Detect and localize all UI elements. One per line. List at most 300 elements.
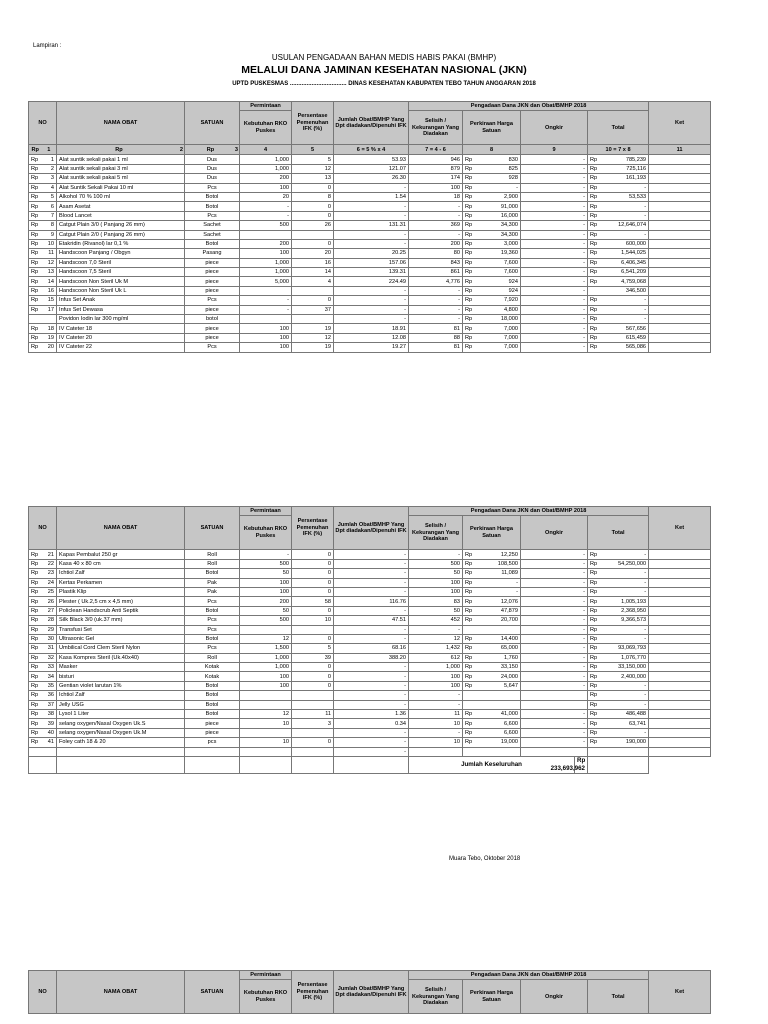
row-nama-obat [57, 747, 185, 756]
row-kebutuhan: 200 [240, 174, 292, 183]
row-total: Rp 12,646,074 [588, 221, 649, 230]
table-row [29, 164, 711, 173]
col-pengadaan: Pengadaan Dana JKN dan Obat/BMHP 2018 [409, 507, 649, 516]
row-no: 38 [42, 710, 57, 719]
row-no: 32 [42, 653, 57, 662]
document-title-3: UPTD PUSKESMAS .................................. DINAS KESEHATAN KABUPATEN TEBO TAHUN ANGGARAN 2018 [232, 81, 536, 87]
row-harga-rp: Rp [463, 550, 476, 559]
row-satuan [185, 747, 240, 756]
row-ongkir: - [521, 710, 588, 719]
row-ongkir: - [521, 343, 588, 352]
row-no: 30 [42, 634, 57, 643]
row-rp: Rp [29, 681, 42, 690]
row-harga-rp: Rp [463, 644, 476, 653]
row-rp: Rp [29, 324, 42, 333]
row-total: Rp 54,250,000 [588, 559, 649, 568]
row-rp: Rp [29, 286, 42, 295]
row-harga-rp: Rp [463, 728, 476, 737]
num-cell: Rp 2 [57, 145, 185, 155]
row-jumlah: - [334, 183, 409, 192]
row-ongkir: - [521, 164, 588, 173]
row-harga-rp: Rp [463, 315, 476, 324]
row-nama-obat: Catgut Plain 2/0 ( Panjang 26 mm) [57, 230, 185, 239]
table-row [29, 324, 711, 333]
row-ket [649, 738, 711, 747]
table-row [29, 738, 711, 747]
row-satuan: Botol [185, 202, 240, 211]
row-jumlah: 121.07 [334, 164, 409, 173]
row-rp: Rp [29, 606, 42, 615]
table-row [29, 747, 711, 756]
row-selisih: 12 [409, 634, 463, 643]
row-ongkir: - [521, 719, 588, 728]
row-ket [649, 192, 711, 201]
col-permintaan: Permintaan [240, 971, 292, 980]
row-no: 7 [42, 211, 57, 220]
table-row [29, 174, 711, 183]
row-selisih: - [409, 728, 463, 737]
row-ongkir: - [521, 268, 588, 277]
row-ongkir: - [521, 183, 588, 192]
row-harga: 33,150 [476, 663, 521, 672]
row-harga: - [476, 183, 521, 192]
col-total: Total [588, 111, 649, 145]
row-ongkir: - [521, 286, 588, 295]
row-nama-obat: Plester ( Uk.2,5 cm x 4,5 mm) [57, 597, 185, 606]
row-ongkir [521, 700, 588, 709]
row-ongkir: - [521, 634, 588, 643]
row-persentase: 12 [292, 164, 334, 173]
row-rp: Rp [29, 202, 42, 211]
row-kebutuhan: 12 [240, 710, 292, 719]
row-satuan: botol [185, 315, 240, 324]
row-harga: 34,300 [476, 221, 521, 230]
row-jumlah: - [334, 691, 409, 700]
row-satuan: piece [185, 277, 240, 286]
row-total: Rp - [588, 550, 649, 559]
row-ongkir: - [521, 258, 588, 267]
row-satuan: Pcs [185, 211, 240, 220]
row-harga: 7,920 [476, 296, 521, 305]
row-nama-obat: Jelly USG [57, 700, 185, 709]
table-row [29, 550, 711, 559]
document-title-2: MELALUI DANA JAMINAN KESEHATAN NASIONAL (JKN) [241, 64, 527, 76]
row-jumlah: 1.36 [334, 710, 409, 719]
row-harga-rp: Rp [463, 268, 476, 277]
row-harga-rp: Rp [463, 587, 476, 596]
row-satuan: Pcs [185, 296, 240, 305]
table-row [29, 202, 711, 211]
row-harga: 11,089 [476, 569, 521, 578]
row-ongkir: - [521, 249, 588, 258]
row-satuan: Roll [185, 550, 240, 559]
row-persentase [292, 747, 334, 756]
row-total: Rp 615,459 [588, 333, 649, 342]
row-jumlah: - [334, 569, 409, 578]
row-ongkir: - [521, 192, 588, 201]
row-nama-obat: Alat suntik sekali pakai 1 ml [57, 155, 185, 164]
row-no: 23 [42, 569, 57, 578]
row-kebutuhan [240, 315, 292, 324]
row-ket [649, 324, 711, 333]
row-jumlah: - [334, 202, 409, 211]
row-harga: 34,300 [476, 230, 521, 239]
row-rp: Rp [29, 230, 42, 239]
row-ket [649, 625, 711, 634]
table-row [29, 333, 711, 342]
row-harga: 91,000 [476, 202, 521, 211]
row-ket [649, 597, 711, 606]
row-persentase: 0 [292, 634, 334, 643]
row-kebutuhan: 100 [240, 578, 292, 587]
row-satuan: Pcs [185, 597, 240, 606]
row-harga: 7,000 [476, 343, 521, 352]
row-ongkir: - [521, 738, 588, 747]
row-ket [649, 305, 711, 314]
row-nama-obat: Ichtiol Zalf [57, 569, 185, 578]
row-jumlah: - [334, 728, 409, 737]
table-row [29, 315, 711, 324]
row-satuan: Kotak [185, 663, 240, 672]
row-kebutuhan: - [240, 550, 292, 559]
row-persentase: 0 [292, 211, 334, 220]
row-no: 24 [42, 578, 57, 587]
row-ket [649, 747, 711, 756]
row-satuan: Pak [185, 587, 240, 596]
table-row [29, 221, 711, 230]
row-ongkir: - [521, 155, 588, 164]
row-persentase: 3 [292, 719, 334, 728]
row-ongkir: - [521, 239, 588, 248]
row-jumlah: 0.34 [334, 719, 409, 728]
row-kebutuhan: - [240, 305, 292, 314]
col-satuan: SATUAN [185, 971, 240, 1014]
row-nama-obat: Etakridin (Rivanol) lar 0,1 % [57, 239, 185, 248]
row-persentase: 13 [292, 174, 334, 183]
row-kebutuhan: 1,500 [240, 644, 292, 653]
row-total: Rp 725,116 [588, 164, 649, 173]
row-persentase: 0 [292, 296, 334, 305]
row-no: 1 [42, 155, 57, 164]
row-rp: Rp [29, 625, 42, 634]
row-harga: 7,000 [476, 324, 521, 333]
row-ket [649, 174, 711, 183]
row-no: 21 [42, 550, 57, 559]
row-harga [476, 747, 521, 756]
row-no: 25 [42, 587, 57, 596]
row-harga: 18,000 [476, 315, 521, 324]
col-no: NO [29, 102, 57, 145]
grand-total-row [29, 756, 711, 773]
row-satuan: Pcs [185, 625, 240, 634]
row-satuan: Dus [185, 155, 240, 164]
row-harga: - [476, 578, 521, 587]
row-harga-rp: Rp [463, 155, 476, 164]
row-no: 11 [42, 249, 57, 258]
row-satuan: Dus [185, 164, 240, 173]
row-rp: Rp [29, 268, 42, 277]
col-permintaan: Permintaan [240, 507, 292, 516]
row-total: Rp - [588, 578, 649, 587]
row-ket [649, 333, 711, 342]
row-selisih: 81 [409, 324, 463, 333]
row-harga-rp [463, 625, 476, 634]
row-jumlah: 139.31 [334, 268, 409, 277]
row-ket [649, 700, 711, 709]
row-kebutuhan: 200 [240, 239, 292, 248]
row-total: Rp - [588, 230, 649, 239]
row-jumlah: - [334, 681, 409, 690]
row-harga-rp: Rp [463, 343, 476, 352]
row-ket [649, 202, 711, 211]
lampiran-label: Lampiran : [33, 43, 62, 49]
row-nama-obat: Handscoon Non Steril Uk L [57, 286, 185, 295]
row-ket [649, 268, 711, 277]
row-selisih: 88 [409, 333, 463, 342]
row-kebutuhan: 100 [240, 672, 292, 681]
num-cell: 10 = 7 x 8 [588, 145, 649, 155]
row-kebutuhan: 100 [240, 587, 292, 596]
row-rp: Rp [29, 155, 42, 164]
row-kebutuhan: 100 [240, 249, 292, 258]
row-harga: 65,000 [476, 644, 521, 653]
col-jumlah: Jumlah Obat/BMHP Yang Dpt diadakan/Dipenuhi IFK [334, 971, 409, 1014]
col-selisih: Selisih / Kekurangan Yang Diadakan [409, 516, 463, 550]
row-no: 8 [42, 221, 57, 230]
table-row [29, 343, 711, 352]
row-jumlah: - [334, 239, 409, 248]
row-persentase: 37 [292, 305, 334, 314]
row-ongkir: - [521, 333, 588, 342]
row-total: Rp - [588, 296, 649, 305]
row-ongkir: - [521, 616, 588, 625]
col-jumlah: Jumlah Obat/BMHP Yang Dpt diadakan/Dipenuhi IFK [334, 102, 409, 145]
col-ongkir: Ongkir [521, 111, 588, 145]
table-row [29, 606, 711, 615]
row-selisih: 843 [409, 258, 463, 267]
row-persentase: 12 [292, 333, 334, 342]
row-ongkir: - [521, 550, 588, 559]
row-nama-obat: Kasa Kompres Steril (Uk.40x40) [57, 653, 185, 662]
row-rp: Rp [29, 634, 42, 643]
row-total: Rp 161,193 [588, 174, 649, 183]
row-jumlah: 18.91 [334, 324, 409, 333]
row-nama-obat: Kertas Perkamen [57, 578, 185, 587]
row-ket [649, 559, 711, 568]
table-row [29, 268, 711, 277]
row-no: 37 [42, 700, 57, 709]
row-harga-rp: Rp [463, 616, 476, 625]
row-nama-obat: Asam Asetat [57, 202, 185, 211]
row-total: Rp 565,086 [588, 343, 649, 352]
row-kebutuhan: 5,000 [240, 277, 292, 286]
row-ongkir: - [521, 221, 588, 230]
num-cell: 1 [42, 145, 57, 155]
row-harga [476, 691, 521, 700]
row-persentase [292, 691, 334, 700]
row-harga: 19,360 [476, 249, 521, 258]
row-satuan: Pcs [185, 616, 240, 625]
row-ket [649, 211, 711, 220]
row-nama-obat: bisturi [57, 672, 185, 681]
row-persentase [292, 625, 334, 634]
row-no: 4 [42, 183, 57, 192]
col-kebutuhan: Kebutuhan RKO Puskes [240, 111, 292, 145]
row-selisih: 10 [409, 719, 463, 728]
row-persentase: 11 [292, 710, 334, 719]
row-kebutuhan: 12 [240, 634, 292, 643]
row-ongkir: - [521, 663, 588, 672]
row-jumlah: - [334, 672, 409, 681]
row-ket [649, 653, 711, 662]
row-jumlah: 116.76 [334, 597, 409, 606]
row-harga: 5,647 [476, 681, 521, 690]
row-satuan: piece [185, 286, 240, 295]
col-nama-obat: NAMA OBAT [57, 507, 185, 550]
row-jumlah: 12.08 [334, 333, 409, 342]
row-satuan: Roll [185, 653, 240, 662]
table-row [29, 663, 711, 672]
row-satuan: Pcs [185, 644, 240, 653]
row-selisih: 500 [409, 559, 463, 568]
row-persentase: 39 [292, 653, 334, 662]
row-total: Rp - [588, 625, 649, 634]
row-persentase: 0 [292, 559, 334, 568]
row-no: 40 [42, 728, 57, 737]
row-rp: Rp [29, 211, 42, 220]
row-nama-obat: Catgut Plain 3/0 ( Panjang 26 mm) [57, 221, 185, 230]
row-kebutuhan: 50 [240, 606, 292, 615]
row-harga: 3,000 [476, 239, 521, 248]
row-harga-rp: Rp [463, 192, 476, 201]
row-selisih: 879 [409, 164, 463, 173]
row-harga-rp: Rp [463, 738, 476, 747]
row-harga: 24,000 [476, 672, 521, 681]
table-row [29, 653, 711, 662]
row-selisih: 50 [409, 606, 463, 615]
row-ongkir: - [521, 587, 588, 596]
row-no: 12 [42, 258, 57, 267]
row-persentase [292, 700, 334, 709]
row-satuan: Botol [185, 681, 240, 690]
row-satuan: Botol [185, 710, 240, 719]
table-row [29, 211, 711, 220]
col-perkiraan: Perkiraan Harga Satuan [463, 980, 521, 1014]
row-jumlah: 47.51 [334, 616, 409, 625]
row-harga: 7,600 [476, 268, 521, 277]
row-total: Rp 53,533 [588, 192, 649, 201]
row-no: 31 [42, 644, 57, 653]
row-ket [649, 606, 711, 615]
row-satuan: Pasang [185, 249, 240, 258]
row-ket [649, 315, 711, 324]
row-persentase: 20 [292, 249, 334, 258]
row-ket [649, 663, 711, 672]
row-jumlah: 1.54 [334, 192, 409, 201]
row-harga-rp: Rp [463, 296, 476, 305]
row-no: 36 [42, 691, 57, 700]
row-kebutuhan: 200 [240, 597, 292, 606]
row-rp: Rp [29, 249, 42, 258]
row-selisih: - [409, 315, 463, 324]
row-ongkir: - [521, 211, 588, 220]
row-total: Rp - [588, 569, 649, 578]
row-jumlah: - [334, 738, 409, 747]
row-total: Rp 486,488 [588, 710, 649, 719]
row-kebutuhan: 1,000 [240, 653, 292, 662]
row-kebutuhan: 1,000 [240, 164, 292, 173]
row-no: 33 [42, 663, 57, 672]
row-kebutuhan [240, 700, 292, 709]
row-persentase: 5 [292, 644, 334, 653]
row-ket [649, 249, 711, 258]
row-kebutuhan: 100 [240, 343, 292, 352]
row-no: 28 [42, 616, 57, 625]
row-satuan: Botol [185, 634, 240, 643]
row-selisih: - [409, 211, 463, 220]
table-row [29, 710, 711, 719]
row-rp: Rp [29, 719, 42, 728]
row-total: Rp - [588, 315, 649, 324]
row-selisih: - [409, 286, 463, 295]
row-total: Rp 1,544,025 [588, 249, 649, 258]
row-harga-rp: Rp [463, 653, 476, 662]
table-row [29, 578, 711, 587]
row-satuan: piece [185, 258, 240, 267]
row-ket [649, 710, 711, 719]
row-ket [649, 728, 711, 737]
row-nama-obat: Kapas Pembalut 250 gr [57, 550, 185, 559]
row-no: 15 [42, 296, 57, 305]
num-cell: 11 [649, 145, 711, 155]
row-harga-rp [463, 691, 476, 700]
row-selisih: - [409, 202, 463, 211]
row-ket [649, 672, 711, 681]
row-harga-rp: Rp [463, 672, 476, 681]
bmhp-table-1 [28, 101, 711, 353]
col-satuan: SATUAN [185, 102, 240, 145]
row-ket [649, 296, 711, 305]
row-nama-obat: Handscoon Non Steril Uk M [57, 277, 185, 286]
row-no: 5 [42, 192, 57, 201]
row-no: 26 [42, 597, 57, 606]
row-rp: Rp [29, 644, 42, 653]
row-rp: Rp [29, 343, 42, 352]
row-satuan: piece [185, 333, 240, 342]
row-ket [649, 230, 711, 239]
row-rp: Rp [29, 738, 42, 747]
row-total: Rp 1,076,770 [588, 653, 649, 662]
col-total: Total [588, 516, 649, 550]
row-selisih: 50 [409, 569, 463, 578]
row-ket [649, 719, 711, 728]
row-nama-obat: Infus Set Anak [57, 296, 185, 305]
row-nama-obat: IV Cateter 22 [57, 343, 185, 352]
row-ongkir: - [521, 672, 588, 681]
row-selisih: 100 [409, 578, 463, 587]
row-kebutuhan: 1,000 [240, 258, 292, 267]
row-no: 35 [42, 681, 57, 690]
row-total: Rp - [588, 211, 649, 220]
row-jumlah: - [334, 550, 409, 559]
row-rp: Rp [29, 653, 42, 662]
row-harga-rp: Rp [463, 164, 476, 173]
row-ket [649, 155, 711, 164]
row-ket [649, 644, 711, 653]
row-kebutuhan: 500 [240, 616, 292, 625]
row-persentase: 58 [292, 597, 334, 606]
row-nama-obat: selang oxygen/Nasal Oxygen Uk.S [57, 719, 185, 728]
